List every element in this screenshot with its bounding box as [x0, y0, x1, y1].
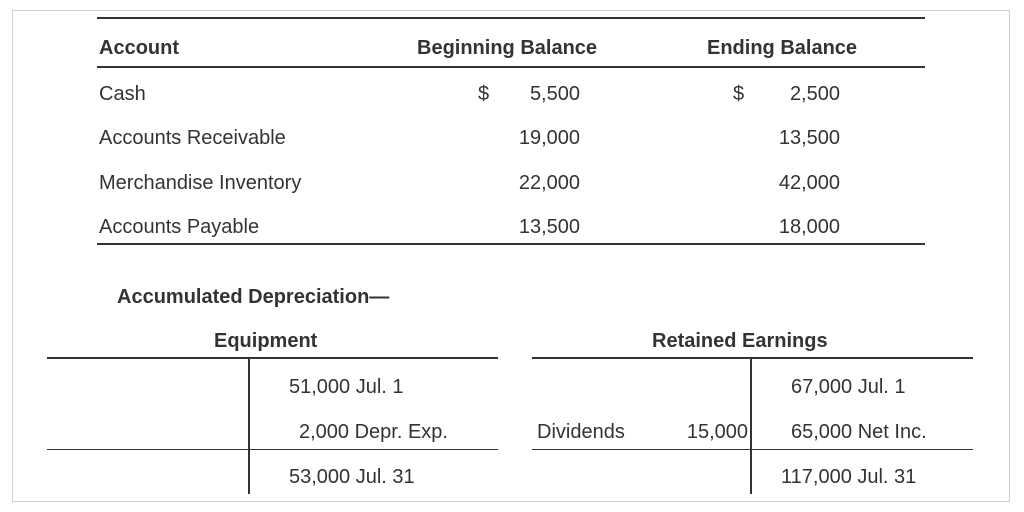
row-cash-ending-dollar: $: [733, 83, 745, 105]
accum-dep-total-rule: [47, 449, 498, 450]
row-ap-beginning: 13,500: [518, 216, 580, 238]
accum-dep-balance: 53,000 Jul. 31: [289, 466, 415, 488]
accum-dep-credit-1: 51,000 Jul. 1: [289, 376, 404, 398]
accum-dep-credit-2: 2,000 Depr. Exp.: [299, 421, 448, 443]
retained-earnings-debit-label: Dividends: [537, 421, 625, 443]
table-bottom-rule: [97, 243, 925, 245]
row-cash-account: Cash: [99, 83, 146, 105]
header-beginning-balance: Beginning Balance: [417, 37, 598, 59]
retained-earnings-balance: 117,000 Jul. 31: [781, 466, 917, 488]
row-ap-ending: 18,000: [778, 216, 840, 238]
accum-dep-title-line1: Accumulated Depreciation—: [117, 286, 390, 308]
table-header-rule: [97, 66, 925, 68]
retained-earnings-total-rule: [532, 449, 973, 450]
retained-earnings-divider: [750, 358, 752, 494]
accum-dep-top-rule: [47, 357, 498, 359]
row-ar-account: Accounts Receivable: [99, 127, 286, 149]
retained-earnings-credit-2: 65,000 Net Inc.: [791, 421, 927, 443]
header-ending-balance: Ending Balance: [707, 37, 858, 59]
header-account: Account: [99, 37, 179, 59]
retained-earnings-top-rule: [532, 357, 973, 359]
retained-earnings-debit-amount: 15,000: [686, 421, 748, 443]
row-cash-beginning-dollar: $: [478, 83, 490, 105]
row-cash-beginning: 5,500: [529, 83, 580, 105]
row-ar-beginning: 19,000: [518, 127, 580, 149]
retained-earnings-title: Retained Earnings: [652, 330, 828, 352]
row-ap-account: Accounts Payable: [99, 216, 260, 238]
retained-earnings-credit-1: 67,000 Jul. 1: [791, 376, 906, 398]
accum-dep-divider: [248, 358, 250, 494]
row-inventory-ending: 42,000: [778, 172, 840, 194]
row-inventory-beginning: 22,000: [518, 172, 580, 194]
accum-dep-title-line2: Equipment: [214, 330, 318, 352]
row-inventory-account: Merchandise Inventory: [99, 172, 302, 194]
row-cash-ending: 2,500: [789, 83, 840, 105]
table-top-rule: [97, 17, 925, 19]
row-ar-ending: 13,500: [778, 127, 840, 149]
